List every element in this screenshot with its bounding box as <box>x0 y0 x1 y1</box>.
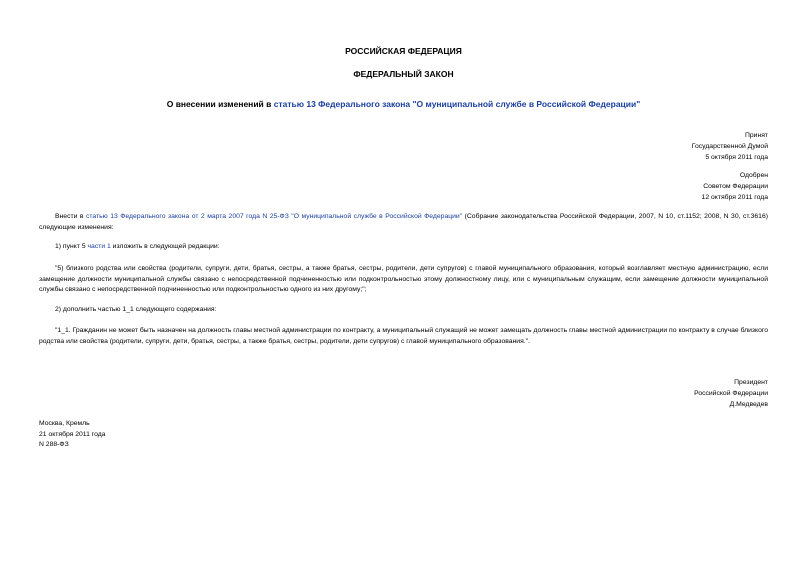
law-article-link[interactable]: статью 13 Федерального закона от 2 марта 2007 года N 25-ФЗ "О муниципальной службе в Российской Федерации" <box>85 213 463 220</box>
law-title-prefix: О внесении изменений в <box>166 99 274 109</box>
approved-line-1: Одобрен <box>739 172 768 179</box>
accepted-block <box>692 130 768 163</box>
paragraph-item-2: 2) дополнить частью 1_1 следующего содержания: <box>55 306 217 313</box>
accepted-line-1: Принят <box>744 132 768 139</box>
place-name: Москва, Кремль <box>39 420 90 427</box>
accepted-line-2: Государственной Думой <box>691 143 768 150</box>
paragraph-item-1-prefix: 1) пункт 5 <box>55 243 88 250</box>
paragraph-intro <box>39 212 768 233</box>
country-heading: РОССИЙСКАЯ ФЕДЕРАЦИЯ <box>345 46 462 56</box>
approved-line-2: Советом Федерации <box>703 183 768 190</box>
signing-date: 21 октября 2011 года <box>39 430 106 438</box>
accepted-date: 5 октября 2011 года <box>705 154 768 161</box>
paragraph-quote-5: "5) близкого родства или свойства (родители, супруги, дети, братья, сестры, а также братья, сестры, родители, дети супругов) с главой муниципального образования, который возглавляет местную администрацию, если замещение должности муниципальной службы связано с непосредственной подчиненностью или подконтрольностью этому должностному лицу, или с муниципальным служащим, если замещение должности муниципальной службы связано с непосредственной подчиненностью или подконтрольностью одного из них другому;"; <box>39 265 768 293</box>
part-1-link[interactable]: части 1 <box>87 243 111 250</box>
paragraph-quote-1-1: "1_1. Гражданин не может быть назначен на должность главы местной администрации по контракту, а муниципальный служащий не может замещать должность главы местной администрации по контракту в случае близкого родства или свойства (родители, супруги, дети, братья, сестры, а также братья, сестры, родители, дети супругов) с главой муниципального образования.". <box>39 327 768 345</box>
signature-title: Президент <box>734 379 768 386</box>
paragraph-item-1-suffix: изложить в следующей редакции: <box>110 243 220 250</box>
paragraph-item-1 <box>39 242 768 253</box>
signature-country: Российской Федерации <box>694 390 768 397</box>
place-date-block <box>39 419 105 451</box>
approved-date: 12 октября 2011 года <box>701 194 768 201</box>
law-title <box>0 99 807 109</box>
signature-name: Д.Медведев <box>729 401 768 408</box>
law-title-link[interactable]: статью 13 Федерального закона "О муниципальной службе в Российской Федерации" <box>273 99 641 109</box>
document-type-heading: ФЕДЕРАЛЬНЫЙ ЗАКОН <box>353 69 454 79</box>
law-number: N 288-ФЗ <box>39 441 69 448</box>
signature-block <box>694 377 768 410</box>
approved-block <box>702 170 768 203</box>
paragraph-intro-prefix: Внести в <box>55 213 86 220</box>
paragraph-intro-suffix: (Собрание законодательства Российской Федерации, 2007, N 10, ст.1152; 2008, N 30, ст.3616) следующие изменения: <box>39 213 768 231</box>
